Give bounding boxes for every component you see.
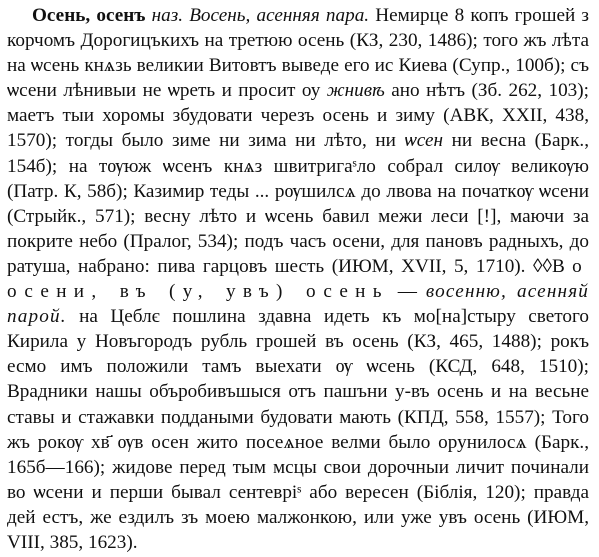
citations: ни весна (Барк., 154б); на тѹюж ѡсенъ кнѧз швитригаˢло собрал силѹ великѹю (Патр. К, 58б); Казимир теды ... рѹшилсѧ до лвова на початкѹ ѡсени (Стрыйк., 571); весну лѣто и ѡсень бавил межи леси [!], маючи за покрите небо (Пралог, 534); подъ часъ осени, для пановъ радныхъ, до ратуша, набрано: пива гарцовъ шесть (ИЮМ, XVII, 5, 1710). — [7, 130, 590, 277]
phrase-marker: ◊◊ — [533, 255, 553, 277]
translation: наз. Восень, асенняя пара. — [151, 5, 370, 26]
phrase-translation: восенню, асенняй парой. — [7, 281, 590, 328]
dictionary-entry — [7, 3, 589, 555]
citations: ано нѣтъ (Зб. 262, 103); маетъ тыи хоромы збудовати черезъ осень и зиму (АВК, XXII, 438, 1570); тогды было зиме ни зима ни лѣто, ни — [7, 80, 589, 152]
headword: Осень, осенъ — [32, 5, 146, 26]
citations: Немирце 8 копъ грошей з корчомъ Дорогицъкихъ на третюю осень (КЗ, 230, 1486); того жъ лѣта на ѡсень кнѧзь великии Витовтъ выведе его ис Киева (Супр., 100б); съ ѡсени лѣнивыи не ѡреть и просит оу — [7, 5, 589, 102]
italic-word: ѡсен — [404, 130, 444, 152]
italic-word: жнивѣ — [326, 80, 385, 102]
dash: — — [388, 281, 426, 303]
phrase-headword: Во осени, въ (у, увъ) осень — [7, 255, 589, 303]
citations: на Цеблє пошлина здавна идеть къ мо[на]стыру светого Кирила у Новъгородъ рубль грошей въ осень (КЗ, 465, 1488); рокъ есмо имъ положили тамъ выехати ѹ ѡсень (КСД, 648, 1510); Врадники нашы объробивъшыся отъ пашъни у-въ осень и на весьне ставы и стажавки поддаными будовати мають (КПД, 558, 1557); Того жъ рокѹ хв҃ ѹв осен жито посеѧное велми было орунилосѧ (Барк., 165б—166); жидове перед тым мсцы свои дорочныи личит починали во ѡсени и перши бывал сентеврiˢ або вересен (Біблія, 120); правда дей естъ, же ездилъ зъ моею малжонкою, или уже увъ осень (ИЮМ, VIII, 385, 1623). — [7, 306, 589, 553]
